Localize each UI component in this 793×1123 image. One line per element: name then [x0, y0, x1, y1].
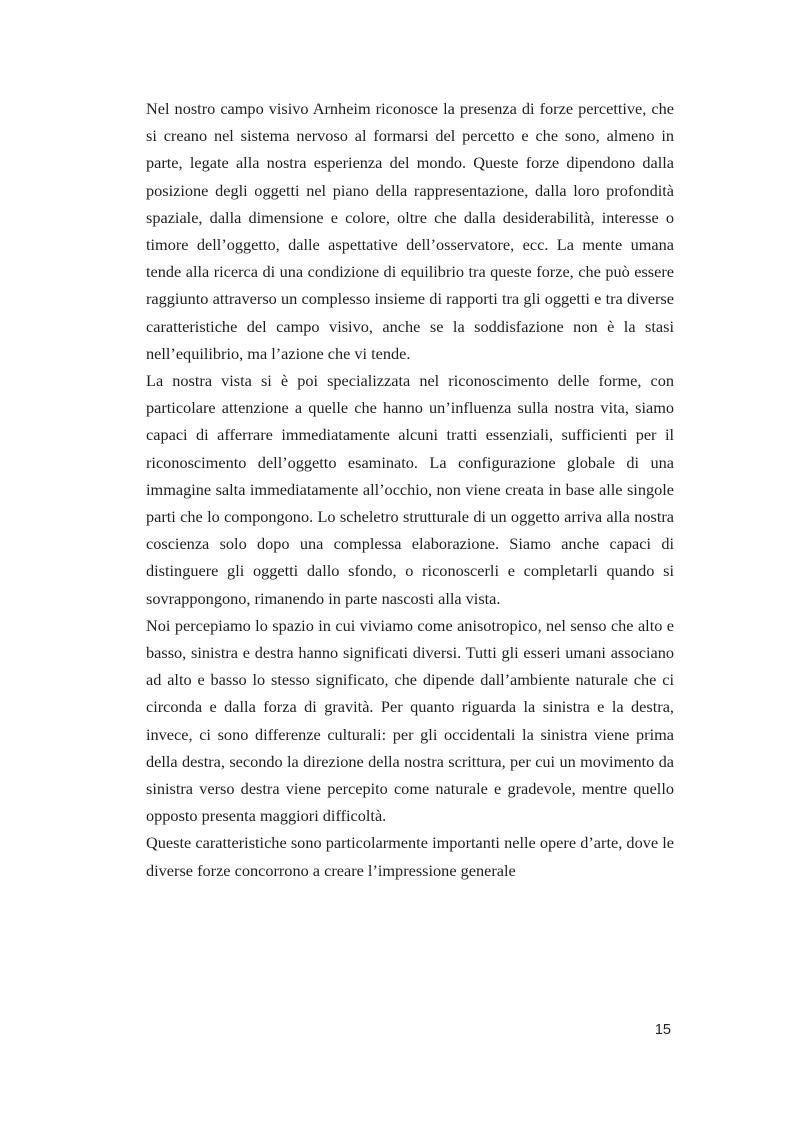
paragraph-3: Noi percepiamo lo spazio in cui viviamo come anisotropico, nel senso che alto e basso, sinistra e destra hanno significati diversi. Tutti gli esseri umani associano ad alto e basso lo stesso significato, che dipende dall’ambiente naturale che ci circonda e dalla forza di gravità. Per quanto riguarda la sinistra e la destra, invece, ci sono differenze culturali: per gli occidentali la sinistra viene prima della destra, secondo la direzione della nostra scrittura, per cui un movimento da sinistra verso destra viene percepito come naturale e gradevole, mentre quello opposto presenta maggiori difficoltà. — [146, 615, 674, 826]
page-number: 15 — [654, 1022, 671, 1038]
body-text — [146, 95, 674, 884]
paragraph-4: Queste caratteristiche sono particolarmente importanti nelle opere d’arte, dove le diverse forze concorrono a creare l’impressione generale — [146, 833, 674, 880]
paragraph-2: La nostra vista si è poi specializzata nel riconoscimento delle forme, con particolare attenzione a quelle che hanno un’influenza sulla nostra vita, siamo capaci di afferrare immediatamente alcuni tratti essenziali, sufficienti per il riconoscimento dell’oggetto esaminato. La configurazione globale di una immagine salta immediatamente all’occhio, non viene creata in base alle singole parti che lo compongono. Lo scheletro strutturale di un oggetto arriva alla nostra coscienza solo dopo una complessa elaborazione. Siamo anche capaci di distinguere gli oggetti dallo sfondo, o riconoscerli e completarli quando si sovrappongono, rimanendo in parte nascosti alla vista. — [146, 371, 674, 608]
paragraph-1: Nel nostro campo visivo Arnheim riconosce la presenza di forze percettive, che si creano nel sistema nervoso al formarsi del percetto e che sono, almeno in parte, legate alla nostra esperienza del mondo. Queste forze dipendono dalla posizione degli oggetti nel piano della rappresentazione, dalla loro profondità spaziale, dalla dimensione e colore, oltre che dalla desiderabilità, interesse o timore dell’oggetto, dalle aspettative dell’osservatore, ecc. La mente umana tende alla ricerca di una condizione di equilibrio tra queste forze, che può essere raggiunto attraverso un complesso insieme di rapporti tra gli oggetti e tra diverse caratteristiche del campo visivo, anche se la soddisfazione non è la stasi nell’equilibrio, ma l’azione che vi tende. — [146, 99, 674, 363]
